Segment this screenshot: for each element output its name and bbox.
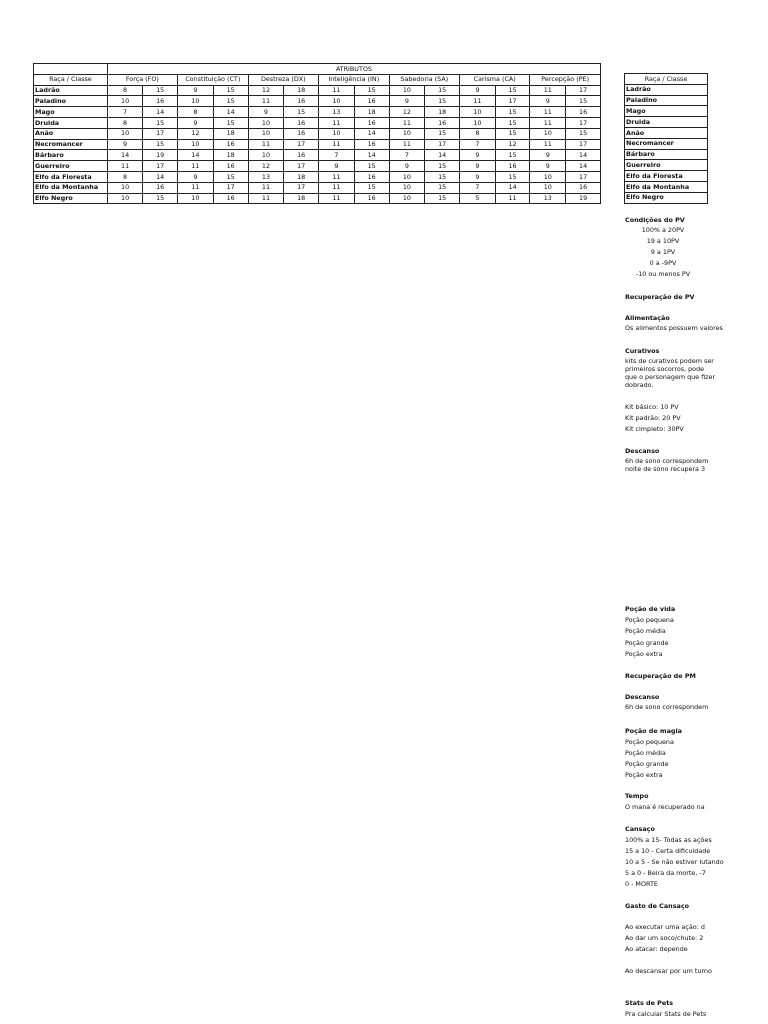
race-class-name: Bárbaro	[625, 149, 708, 160]
attribute-min-value: 7	[460, 139, 496, 150]
attribute-max-value: 14	[566, 161, 601, 172]
recovery-pm-title: Recuperação de PM	[625, 672, 696, 680]
attribute-row	[34, 193, 601, 204]
fatigue-line: 15 a 10 - Certa dificuldade	[625, 847, 711, 855]
attribute-min-value: 11	[319, 182, 355, 193]
attribute-max-value: 15	[495, 128, 530, 139]
attribute-min-value: 11	[248, 139, 284, 150]
header-inteligencia: Inteligência (IN)	[319, 74, 390, 85]
attribute-min-value: 11	[530, 107, 566, 118]
attribute-min-value: 11	[248, 193, 284, 204]
attribute-max-value: 18	[213, 128, 248, 139]
race-class-name: Druida	[34, 117, 108, 128]
attribute-max-value: 18	[284, 171, 319, 182]
attribute-max-value: 15	[213, 117, 248, 128]
attribute-min-value: 9	[177, 171, 213, 182]
attribute-max-value: 16	[354, 139, 389, 150]
attributes-table	[33, 63, 601, 204]
attribute-min-value: 11	[530, 117, 566, 128]
rest-text: 6h de sono correspondem	[625, 457, 709, 465]
attribute-max-value: 15	[354, 85, 389, 96]
attribute-min-value: 10	[389, 193, 425, 204]
attribute-max-value: 17	[143, 161, 178, 172]
race-class-name: Necromancer	[34, 139, 108, 150]
attribute-max-value: 15	[354, 182, 389, 193]
attribute-max-value: 16	[495, 161, 530, 172]
attribute-min-value: 10	[389, 128, 425, 139]
attribute-min-value: 8	[460, 128, 496, 139]
magic-potion-item: Poção grande	[625, 760, 669, 768]
attribute-row	[34, 182, 601, 193]
race-class-name: Anão	[34, 128, 108, 139]
attribute-min-value: 9	[460, 85, 496, 96]
attribute-max-value: 19	[143, 150, 178, 161]
attribute-min-value: 10	[248, 150, 284, 161]
pets-text: Pra calcular Stats de Pets	[625, 1010, 707, 1018]
attribute-max-value: 18	[284, 85, 319, 96]
attribute-row	[34, 139, 601, 150]
attribute-min-value: 9	[530, 96, 566, 107]
rest-title: Descanso	[625, 447, 660, 455]
attribute-min-value: 9	[460, 150, 496, 161]
attribute-min-value: 9	[460, 161, 496, 172]
attribute-min-value: 11	[319, 139, 355, 150]
attribute-min-value: 10	[177, 193, 213, 204]
attribute-max-value: 15	[143, 139, 178, 150]
race-class-name: Elfo Negro	[34, 193, 108, 204]
attribute-max-value: 18	[284, 193, 319, 204]
attribute-max-value: 16	[284, 128, 319, 139]
time-title: Tempo	[625, 792, 649, 800]
attribute-min-value: 10	[389, 85, 425, 96]
attribute-min-value: 10	[530, 171, 566, 182]
attribute-min-value: 11	[319, 171, 355, 182]
attribute-min-value: 7	[389, 150, 425, 161]
attribute-min-value: 11	[248, 182, 284, 193]
curativos-text: que o personagem que fizer	[625, 373, 716, 381]
attribute-min-value: 13	[248, 171, 284, 182]
pv-condition: 0 a -9PV	[649, 259, 677, 267]
attribute-max-value: 16	[284, 96, 319, 107]
attribute-min-value: 7	[107, 107, 143, 118]
attribute-min-value: 7	[460, 182, 496, 193]
attribute-min-value: 8	[177, 107, 213, 118]
attribute-max-value: 15	[284, 107, 319, 118]
fatigue-rest-text: Ao descansar por um turno	[625, 967, 712, 975]
fatigue-title: Cansaço	[625, 825, 655, 833]
attribute-max-value: 18	[354, 107, 389, 118]
attribute-max-value: 16	[143, 96, 178, 107]
attribute-max-value: 15	[495, 85, 530, 96]
attribute-min-value: 10	[107, 96, 143, 107]
attribute-max-value: 16	[284, 150, 319, 161]
attribute-max-value: 16	[354, 171, 389, 182]
attribute-max-value: 19	[566, 193, 601, 204]
attribute-max-value: 17	[566, 139, 601, 150]
race-class-name: Mago	[34, 107, 108, 118]
attribute-min-value: 10	[319, 96, 355, 107]
attribute-min-value: 11	[530, 139, 566, 150]
attribute-row	[34, 85, 601, 96]
attribute-min-value: 11	[530, 85, 566, 96]
attribute-max-value: 16	[213, 161, 248, 172]
attribute-max-value: 15	[495, 150, 530, 161]
attribute-max-value: 15	[425, 171, 460, 182]
attribute-min-value: 7	[319, 150, 355, 161]
curativos-title: Curativos	[625, 347, 660, 355]
attribute-max-value: 18	[213, 150, 248, 161]
attribute-max-value: 14	[213, 107, 248, 118]
attribute-max-value: 17	[284, 161, 319, 172]
pets-title: Stats de Pets	[625, 999, 674, 1007]
attribute-max-value: 15	[566, 128, 601, 139]
food-title: Alimentação	[625, 314, 670, 322]
pv-condition: -10 ou menos PV	[635, 270, 691, 278]
attribute-min-value: 10	[177, 96, 213, 107]
attribute-max-value: 11	[495, 193, 530, 204]
fatigue-cost-title: Gasto de Cansaço	[625, 902, 690, 910]
attribute-min-value: 10	[248, 128, 284, 139]
race-class-name: Elfo da Montanha	[34, 182, 108, 193]
attribute-max-value: 17	[566, 117, 601, 128]
attribute-min-value: 9	[248, 107, 284, 118]
attribute-max-value: 14	[354, 128, 389, 139]
attribute-min-value: 11	[319, 193, 355, 204]
attribute-row	[34, 171, 601, 182]
race-class-name: Elfo da Montanha	[625, 181, 708, 192]
rules-notes-column	[625, 0, 724, 1024]
attribute-row	[34, 128, 601, 139]
attribute-max-value: 16	[425, 117, 460, 128]
attribute-min-value: 9	[530, 150, 566, 161]
attributes-title-spacer	[34, 64, 108, 75]
life-potion-item: Poção extra	[625, 650, 663, 658]
attribute-max-value: 16	[566, 182, 601, 193]
attribute-min-value: 10	[389, 171, 425, 182]
fatigue-cost-line: Ao dar um soco/chute: 2	[625, 934, 704, 942]
rest-text: noite de sono recupera 3	[625, 465, 706, 473]
race-class-name: Guerreiro	[34, 161, 108, 172]
attribute-row	[34, 117, 601, 128]
header-sabedoria: Sabedoria (SA)	[389, 74, 459, 85]
attribute-min-value: 9	[177, 117, 213, 128]
attribute-min-value: 10	[107, 182, 143, 193]
attribute-min-value: 11	[389, 139, 425, 150]
race-class-name: Druida	[625, 117, 708, 128]
attribute-min-value: 11	[177, 182, 213, 193]
race-class-name: Paladino	[625, 95, 708, 106]
pv-conditions-title: Condições do PV	[625, 216, 685, 224]
attribute-max-value: 15	[213, 171, 248, 182]
header-percepcao: Percepção (PE)	[530, 74, 601, 85]
attribute-min-value: 10	[460, 107, 496, 118]
attribute-min-value: 9	[319, 161, 355, 172]
attribute-min-value: 8	[107, 85, 143, 96]
attribute-max-value: 16	[354, 117, 389, 128]
attribute-max-value: 17	[284, 182, 319, 193]
attribute-min-value: 5	[460, 193, 496, 204]
attribute-min-value: 12	[177, 128, 213, 139]
attribute-max-value: 15	[143, 193, 178, 204]
attribute-min-value: 12	[248, 161, 284, 172]
attribute-max-value: 14	[566, 150, 601, 161]
attribute-min-value: 9	[460, 171, 496, 182]
attribute-max-value: 14	[143, 171, 178, 182]
pv-condition: 100% a 20PV	[641, 226, 685, 234]
attribute-max-value: 15	[425, 161, 460, 172]
fatigue-cost-line: Ao atacar: depende	[625, 945, 688, 953]
attribute-min-value: 11	[460, 96, 496, 107]
attribute-max-value: 16	[354, 193, 389, 204]
kit-complete: Kit cimpleto: 30PV	[625, 425, 684, 433]
attribute-max-value: 15	[425, 193, 460, 204]
attribute-min-value: 10	[177, 139, 213, 150]
race-class-name: Elfo Negro	[625, 192, 708, 203]
attribute-max-value: 17	[143, 128, 178, 139]
attribute-min-value: 10	[530, 128, 566, 139]
attribute-max-value: 15	[425, 182, 460, 193]
kit-basic: Kit básico: 10 PV	[625, 403, 679, 411]
attribute-min-value: 9	[530, 161, 566, 172]
attribute-max-value: 15	[143, 85, 178, 96]
life-potion-title: Poção de vida	[625, 605, 676, 613]
attribute-max-value: 15	[495, 107, 530, 118]
race-class-header: Raça / Classe	[34, 74, 108, 85]
header-constituicao: Constituição (CT)	[177, 74, 248, 85]
magic-potion-item: Poção pequena	[625, 738, 674, 746]
attribute-max-value: 17	[284, 139, 319, 150]
attribute-min-value: 12	[248, 85, 284, 96]
race-class-name: Paladino	[34, 96, 108, 107]
attribute-min-value: 10	[319, 128, 355, 139]
attribute-row	[34, 161, 601, 172]
attribute-max-value: 15	[425, 85, 460, 96]
attribute-min-value: 13	[319, 107, 355, 118]
attribute-min-value: 10	[107, 193, 143, 204]
fatigue-line: 0 - MORTE	[625, 880, 658, 888]
fatigue-line: 100% a 15- Todas as ações	[625, 836, 712, 844]
race-class-header-right: Raça / Classe	[625, 74, 708, 85]
race-class-name: Bárbaro	[34, 150, 108, 161]
attribute-min-value: 11	[319, 85, 355, 96]
attribute-min-value: 14	[177, 150, 213, 161]
fatigue-cost-line: Ao executar uma ação: d	[625, 923, 705, 931]
rest2-title: Descanso	[625, 693, 660, 701]
attribute-min-value: 8	[107, 171, 143, 182]
header-carisma: Carisma (CA)	[460, 74, 530, 85]
curativos-text: kits de curativos podem ser	[625, 357, 714, 365]
attribute-max-value: 14	[425, 150, 460, 161]
attribute-max-value: 15	[425, 96, 460, 107]
life-potion-item: Poção média	[625, 627, 666, 635]
attribute-max-value: 16	[566, 107, 601, 118]
attribute-max-value: 17	[425, 139, 460, 150]
attribute-row	[34, 150, 601, 161]
time-text: O mana é recuperado na	[625, 803, 705, 811]
attribute-min-value: 14	[107, 150, 143, 161]
race-class-name: Elfo da Floresta	[34, 171, 108, 182]
attribute-min-value: 12	[389, 107, 425, 118]
race-class-name: Ladrão	[625, 84, 708, 95]
attribute-max-value: 16	[213, 139, 248, 150]
header-destreza: Destreza (DX)	[248, 74, 318, 85]
magic-potion-item: Poção média	[625, 749, 666, 757]
attribute-row	[34, 96, 601, 107]
attribute-max-value: 15	[495, 117, 530, 128]
recovery-pv-title: Recuperação de PV	[625, 293, 695, 301]
attribute-min-value: 9	[389, 96, 425, 107]
attribute-min-value: 10	[107, 128, 143, 139]
attribute-min-value: 13	[530, 193, 566, 204]
attribute-min-value: 9	[389, 161, 425, 172]
race-class-name: Necromancer	[625, 138, 708, 149]
curativos-text: dobrado.	[625, 381, 654, 389]
attribute-max-value: 15	[143, 117, 178, 128]
attribute-max-value: 14	[495, 182, 530, 193]
rest2-text: 6h de sono correspondem	[625, 703, 709, 711]
race-class-name: Guerreiro	[625, 160, 708, 171]
attribute-min-value: 11	[319, 117, 355, 128]
race-class-name: Anão	[625, 127, 708, 138]
attribute-max-value: 15	[213, 96, 248, 107]
attribute-max-value: 17	[566, 85, 601, 96]
attribute-max-value: 18	[425, 107, 460, 118]
attribute-max-value: 12	[495, 139, 530, 150]
attribute-max-value: 17	[495, 96, 530, 107]
life-potion-item: Poção pequena	[625, 616, 674, 624]
attribute-max-value: 17	[213, 182, 248, 193]
attribute-max-value: 15	[495, 171, 530, 182]
attribute-min-value: 11	[177, 161, 213, 172]
fatigue-line: 5 a 0 - Beira da morte, -7	[625, 869, 706, 877]
attribute-max-value: 15	[354, 161, 389, 172]
pv-condition: 9 a 1PV	[650, 248, 676, 256]
kit-standard: Kit padrão: 20 PV	[625, 414, 681, 422]
attribute-row	[34, 107, 601, 118]
pv-condition: 19 a 10PV	[646, 237, 680, 245]
attribute-min-value: 10	[530, 182, 566, 193]
attribute-max-value: 15	[566, 96, 601, 107]
curativos-text: primeiros socorros, pode	[625, 365, 705, 373]
header-forca: Força (FO)	[107, 74, 177, 85]
attribute-max-value: 17	[566, 171, 601, 182]
food-text: Os alimentos possuem valores	[625, 324, 723, 332]
attribute-min-value: 10	[248, 117, 284, 128]
magic-potion-title: Poção de magia	[625, 727, 682, 735]
attribute-max-value: 16	[143, 182, 178, 193]
race-class-name: Elfo da Floresta	[625, 171, 708, 182]
attribute-min-value: 10	[389, 182, 425, 193]
attribute-min-value: 8	[107, 117, 143, 128]
attribute-max-value: 16	[284, 117, 319, 128]
attribute-min-value: 11	[107, 161, 143, 172]
magic-potion-item: Poção extra	[625, 771, 663, 779]
fatigue-line: 10 a 5 - Se não estiver lutando	[625, 858, 724, 866]
attribute-min-value: 11	[389, 117, 425, 128]
race-class-name: Mago	[625, 106, 708, 117]
life-potion-item: Poção grande	[625, 639, 669, 647]
attribute-max-value: 16	[354, 96, 389, 107]
attribute-min-value: 9	[177, 85, 213, 96]
attribute-max-value: 14	[143, 107, 178, 118]
race-class-name: Ladrão	[34, 85, 108, 96]
attribute-max-value: 14	[354, 150, 389, 161]
attribute-max-value: 16	[213, 193, 248, 204]
attribute-max-value: 15	[425, 128, 460, 139]
attributes-title: ATRIBUTOS	[107, 64, 600, 75]
attribute-min-value: 11	[248, 96, 284, 107]
attribute-min-value: 9	[107, 139, 143, 150]
attribute-max-value: 15	[213, 85, 248, 96]
attribute-min-value: 10	[460, 117, 496, 128]
